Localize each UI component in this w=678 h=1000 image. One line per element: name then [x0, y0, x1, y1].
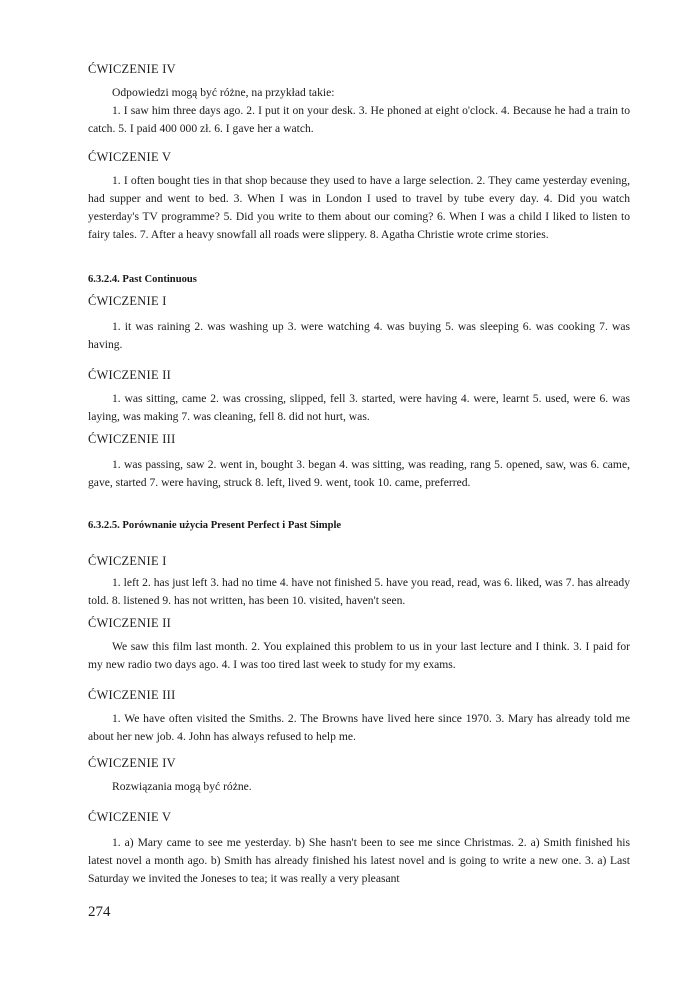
paragraph: Odpowiedzi mogą być różne, na przykład takie: [112, 86, 335, 99]
exercise-heading: ĆWICZENIE III [88, 432, 176, 446]
exercise-heading: ĆWICZENIE II [88, 368, 172, 382]
paragraph: 1. was sitting, came 2. was crossing, slipped, fell 3. started, were having 4. were, learnt 5. used, were 6. was laying, was making 7. was cleaning, fell 8. did not hurt, was. [88, 392, 630, 423]
section-subheading: 6.3.2.4. Past Continuous [88, 274, 197, 285]
exercise-heading: ĆWICZENIE IV [88, 62, 176, 76]
paragraph: 1. a) Mary came to see me yesterday. b) She hasn't been to see me since Christmas. 2. a) Smith finished his latest novel a month ago. b) Smith has already finished his latest novel and is going to write a new one. 3. a) Last Saturday we invited the Joneses to tea; it was really a very pleasant [88, 836, 630, 885]
paragraph: 1. was passing, saw 2. went in, bought 3. began 4. was sitting, was reading, rang 5. opened, saw, was 6. came, gave, started 7. were having, struck 8. left, lived 9. went, took 10. came, preferred. [88, 458, 630, 489]
exercise-heading: ĆWICZENIE V [88, 150, 172, 164]
exercise-heading: ĆWICZENIE I [88, 294, 167, 308]
page-number: 274 [88, 904, 111, 920]
paragraph: 1. We have often visited the Smiths. 2. The Browns have lived here since 1970. 3. Mary has already told me about her new job. 4. John has always refused to help me. [88, 712, 630, 743]
exercise-heading: ĆWICZENIE IV [88, 756, 176, 770]
paragraph: 1. left 2. has just left 3. had no time 4. have not finished 5. have you read, read, was 6. liked, was 7. has already told. 8. listened 9. has not written, has been 10. visited, haven't seen. [88, 576, 630, 607]
paragraph: 1. I often bought ties in that shop because they used to have a large selection. 2. They came yesterday evening, had supper and went to bed. 3. When I was in London I used to travel by tube every day. 4. Did you watch yesterday's TV programme? 5. Did you write to them about our coming? 6. When I was a child I liked to listen to fairy tales. 7. After a heavy snowfall all roads were slippery. 8. Agatha Christie wrote crime stories. [88, 174, 630, 241]
paragraph: We saw this film last month. 2. You explained this problem to us in your last lecture and I think. 3. I paid for my new radio two days ago. 4. I was too tired last week to study for my exams. [88, 640, 630, 671]
exercise-heading: ĆWICZENIE V [88, 810, 172, 824]
exercise-heading: ĆWICZENIE II [88, 616, 172, 630]
paragraph: Rozwiązania mogą być różne. [112, 780, 252, 793]
exercise-heading: ĆWICZENIE III [88, 688, 176, 702]
paragraph: 1. it was raining 2. was washing up 3. were watching 4. was buying 5. was sleeping 6. was cooking 7. was having. [88, 320, 630, 351]
section-subheading: 6.3.2.5. Porównanie użycia Present Perfect i Past Simple [88, 520, 342, 531]
paragraph: 1. I saw him three days ago. 2. I put it on your desk. 3. He phoned at eight o'clock. 4. Because he had a train to catch. 5. I paid 400 000 zł. 6. I gave her a watch. [88, 104, 630, 135]
exercise-heading: ĆWICZENIE I [88, 554, 167, 568]
